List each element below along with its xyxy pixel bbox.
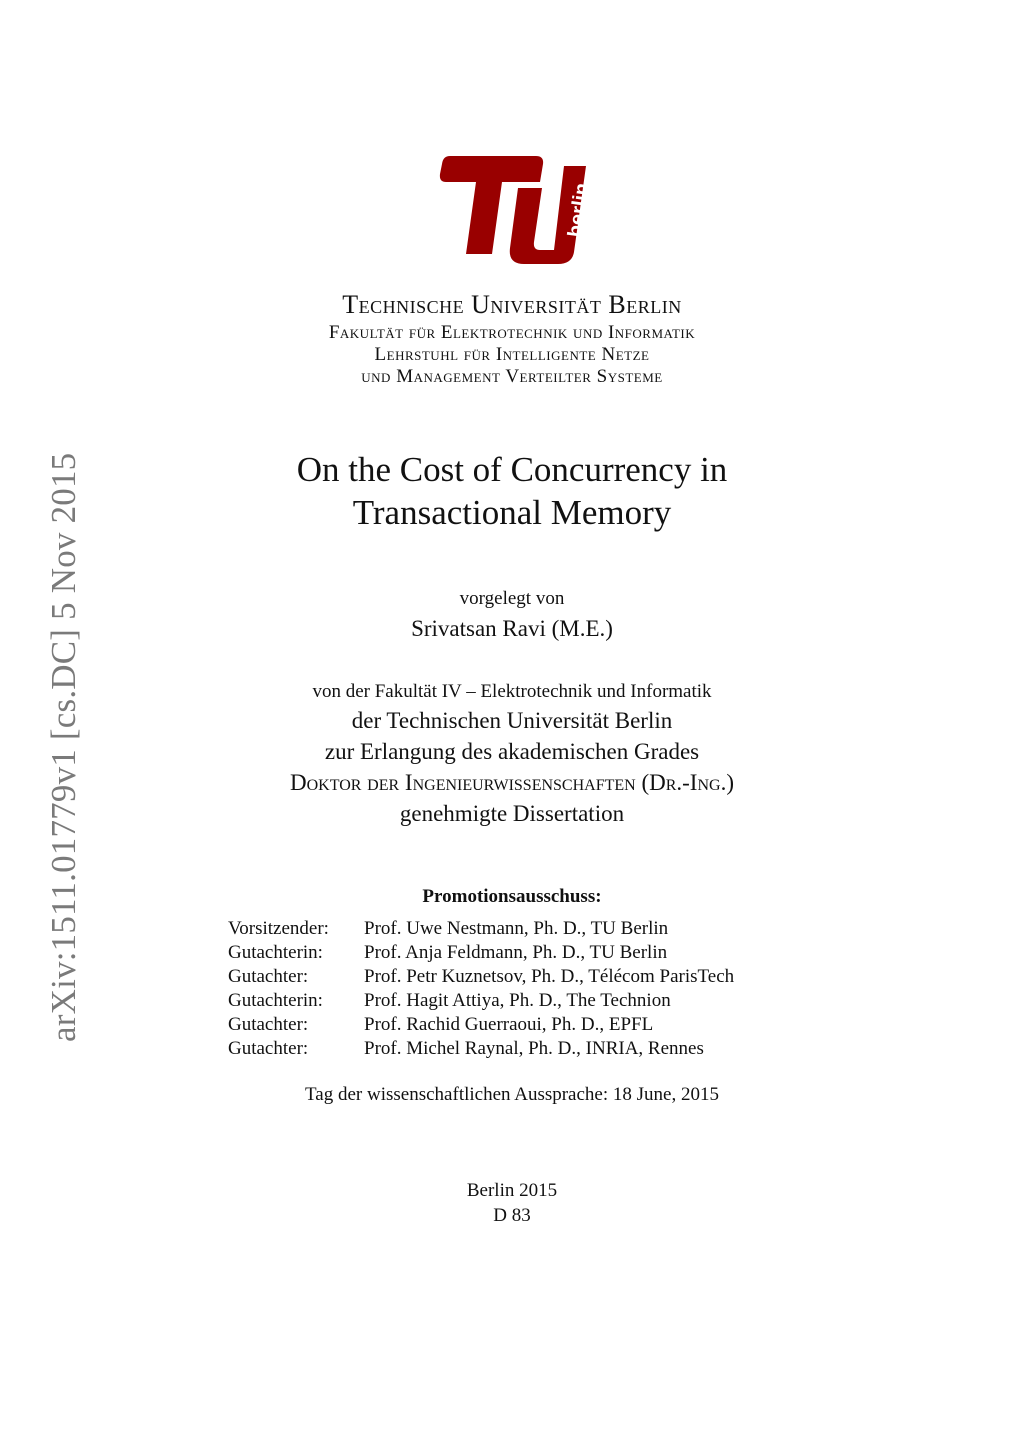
- chair-name-line1: Lehrstuhl für Intelligente Netze: [374, 344, 650, 365]
- committee-role: Gutachter:: [228, 1038, 309, 1059]
- committee-list: [228, 917, 734, 1061]
- institution-block: [0, 322, 1024, 388]
- tu-berlin-logo: [438, 154, 594, 268]
- committee-member-name: Prof. Rachid Guerraoui, Ph. D., EPFL: [364, 1014, 654, 1035]
- chair-name-line2: und Management Verteilter Systeme: [361, 366, 663, 387]
- committee-member-name: Prof. Hagit Attiya, Ph. D., The Technion: [364, 990, 671, 1011]
- title-line2: Transactional Memory: [352, 493, 672, 532]
- committee-role: Gutachter:: [228, 1014, 309, 1035]
- committee-member-name: Prof. Uwe Nestmann, Ph. D., TU Berlin: [364, 918, 669, 939]
- logo-berlin-text: berlin: [564, 181, 594, 239]
- committee-member-name: Prof. Michel Raynal, Ph. D., INRIA, Rennes: [364, 1038, 704, 1059]
- degree-purpose: zur Erlangung des akademischen Grades: [324, 739, 700, 764]
- committee-member: [228, 941, 734, 965]
- university-code: D 83: [493, 1205, 531, 1226]
- committee-member: [228, 1037, 734, 1061]
- committee-member: [228, 989, 734, 1013]
- committee-heading: Promotionsausschuss:: [422, 886, 602, 907]
- submitted-by-label: vorgelegt von: [459, 588, 565, 609]
- thesis-title: [0, 448, 1024, 534]
- committee-role: Vorsitzender:: [228, 918, 329, 939]
- committee-role: Gutachter:: [228, 966, 309, 987]
- faculty-name: Fakultät für Elektrotechnik und Informatik: [328, 322, 696, 343]
- place-year: Berlin 2015: [466, 1180, 558, 1201]
- committee-member-name: Prof. Petr Kuznetsov, Ph. D., Télécom ParisTech: [364, 966, 735, 987]
- committee-member: [228, 1013, 734, 1037]
- committee-role: Gutachterin:: [228, 990, 323, 1011]
- committee-member: [228, 965, 734, 989]
- approval-statement: genehmigte Dissertation: [399, 801, 625, 826]
- committee-role: Gutachterin:: [228, 942, 323, 963]
- university-statement: der Technischen Universität Berlin: [351, 708, 673, 733]
- university-name: Technische Universität Berlin: [342, 290, 682, 319]
- committee-member: [228, 917, 734, 941]
- committee-member-name: Prof. Anja Feldmann, Ph. D., TU Berlin: [364, 942, 668, 963]
- defense-date: Tag der wissenschaftlichen Aussprache: 18 June, 2015: [305, 1084, 719, 1105]
- title-line1: On the Cost of Concurrency in: [296, 450, 728, 489]
- author-name: Srivatsan Ravi (M.E.): [411, 616, 613, 641]
- arxiv-identifier: arXiv:1511.01779v1 [cs.DC] 5 Nov 2015: [44, 452, 83, 1042]
- faculty-statement: von der Fakultät IV – Elektrotechnik und Informatik: [312, 681, 712, 702]
- degree-name: Doktor der Ingenieurwissenschaften (Dr.-Ing.): [290, 770, 734, 795]
